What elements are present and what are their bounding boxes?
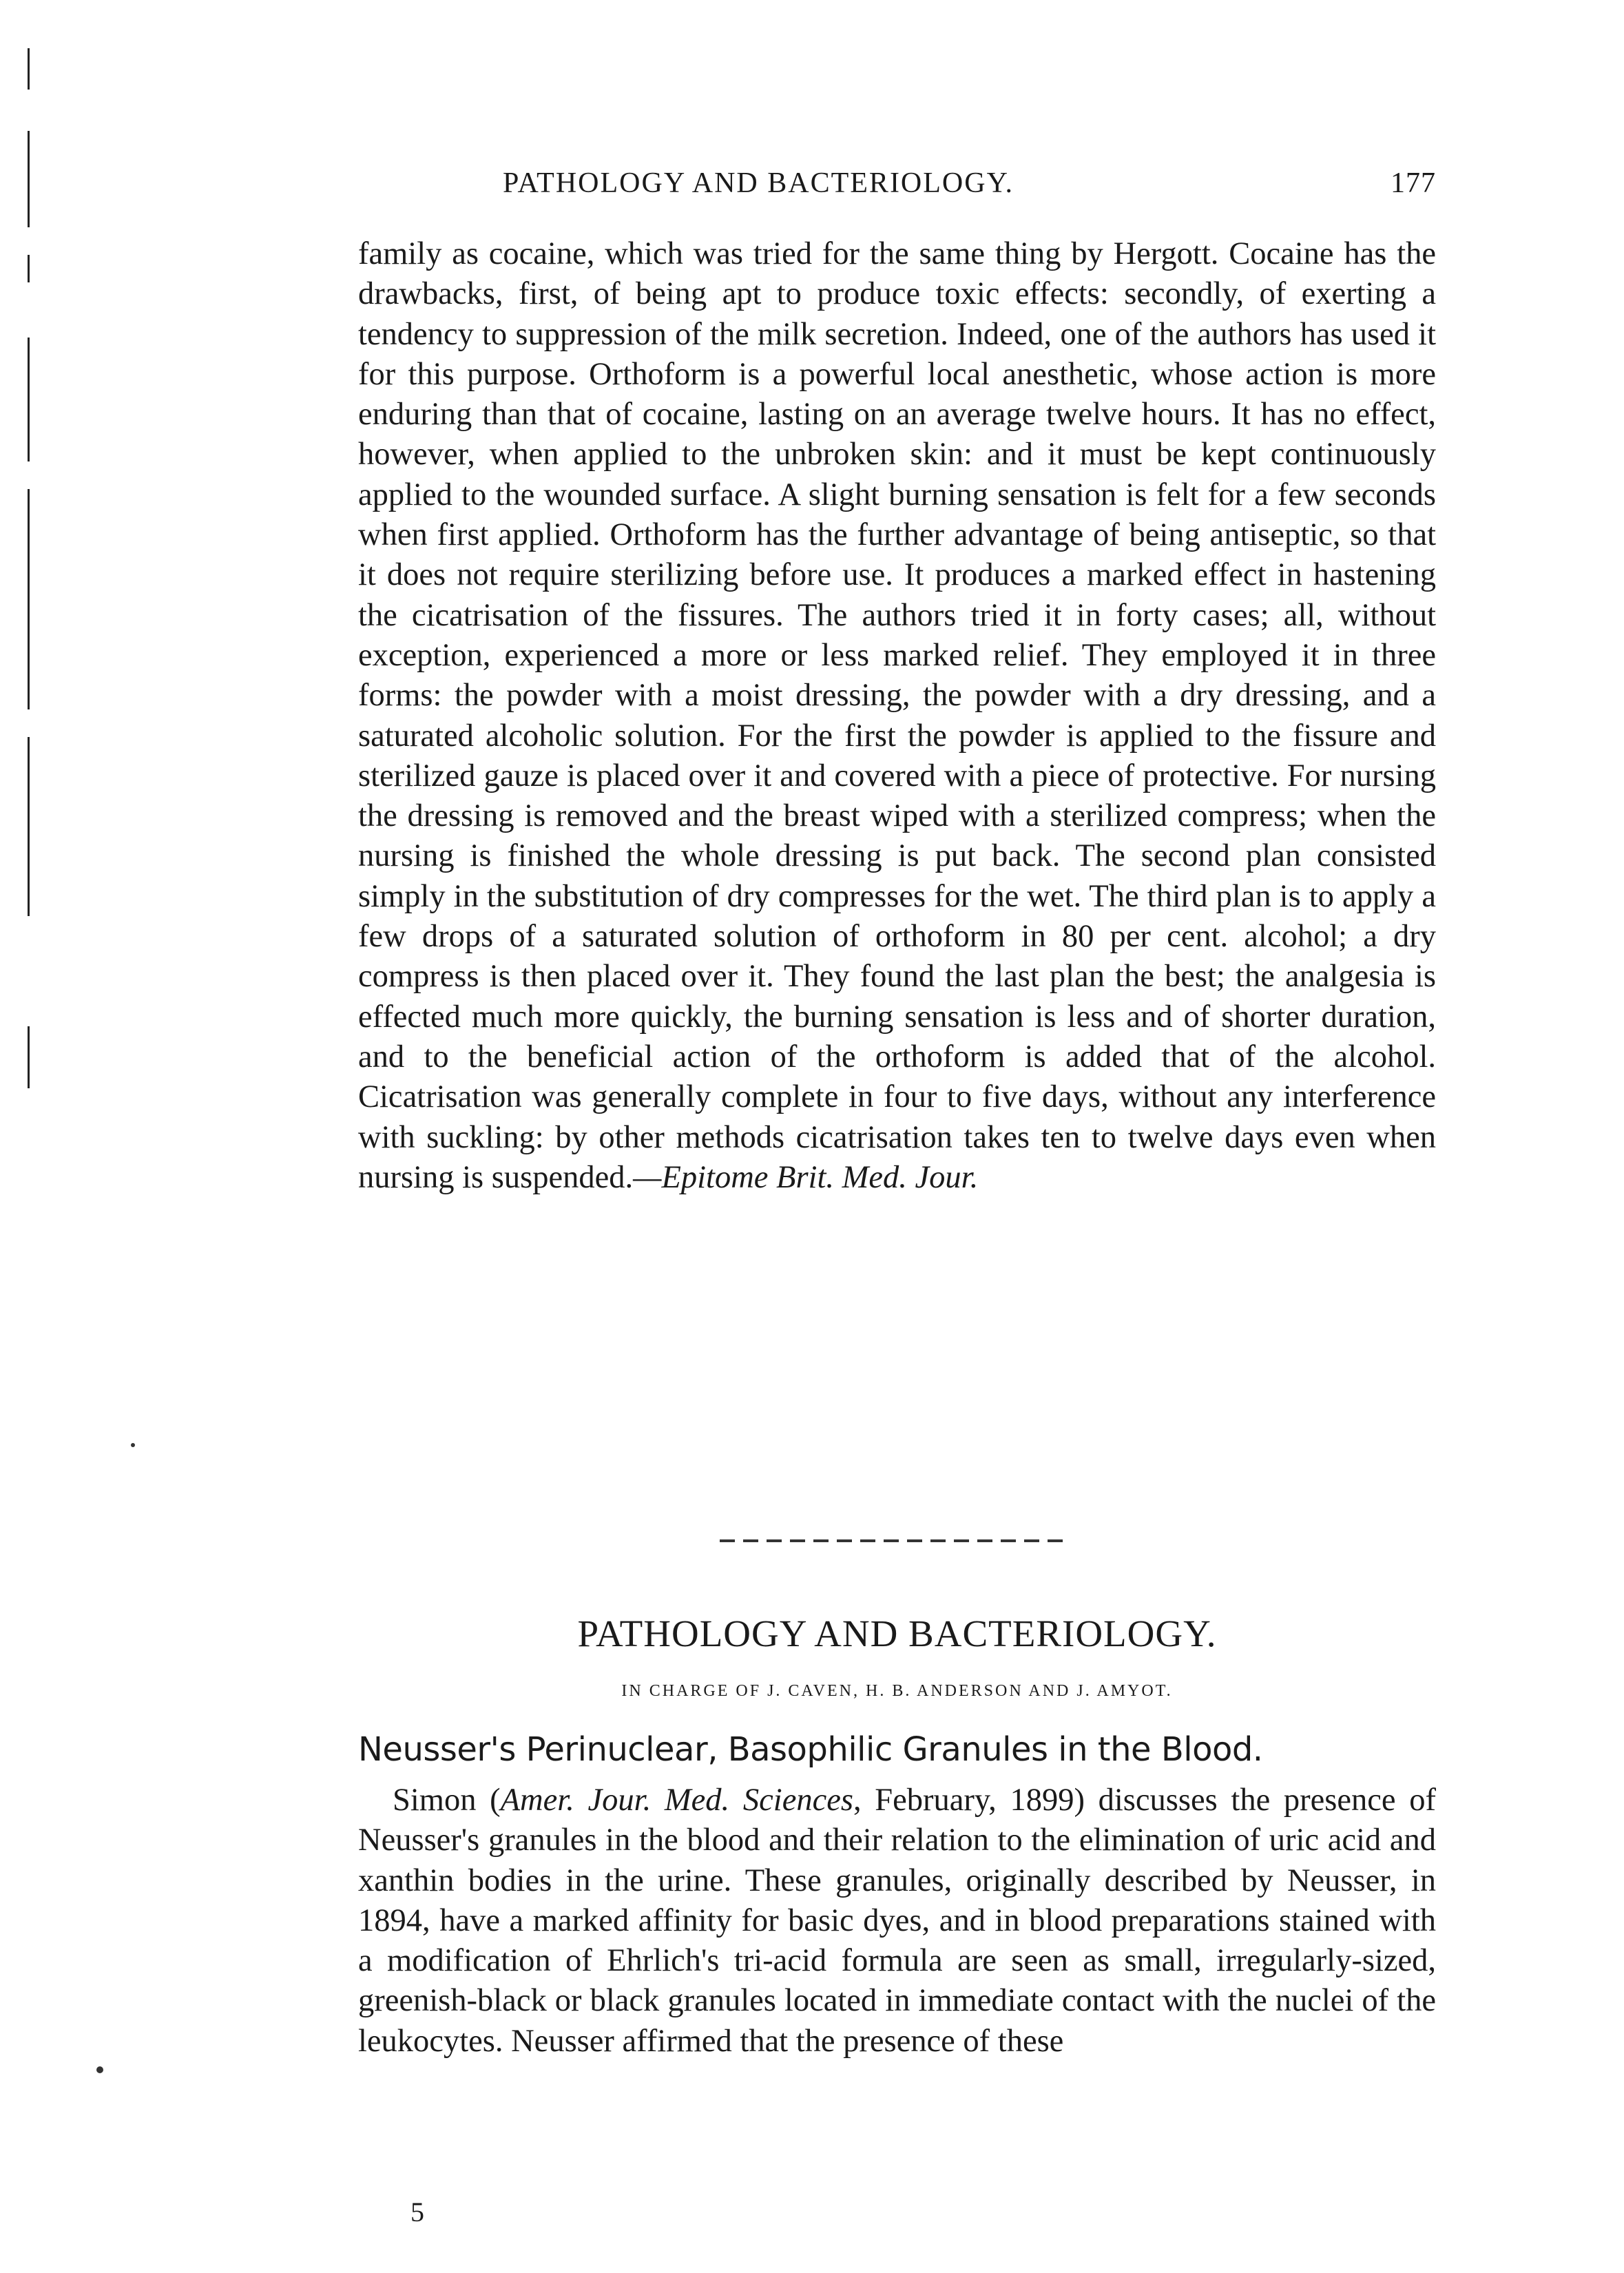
continued-body-text: family as cocaine, which was tried for the same thing by Hergott. Cocaine has the drawbacks, first, of being apt to produce toxic effects: secondly, of exerting a tendency to suppression of the milk secretion. Indeed, one of the authors has used it for this purpose. Orthoform is a powerful local anesthetic, whose action is more enduring than that of cocaine, lasting on an average twelve hours. It has no effect, however, when applied to the unbroken skin: and it must be kept continuously applied to the wounded surface. A slight burning sensation is felt for a few seconds when first applied. Orthoform has the further advantage of being antiseptic, so that it does not require sterilizing before use. It produces a marked effect in hastening the cicatrisation of the fissures. The authors tried it in forty cases; all, without exception, experienced a more or less marked relief. They employed it in three forms: the powder with a moist dressing, the powder with a dry dressing, and a saturated alcoholic solution. For the first the powder is applied to the fissure and sterilized gauze is placed over it and covered with a piece of protective. For nursing the dressing is removed and the breast wiped with a sterilized compress; when the nursing is finished the whole dressing is put back. The second plan consisted simply in the substitution of dry compresses for the wet. The third plan is to apply a few drops of a saturated solution of orthoform in 80 per cent. alcohol; a dry compress is then placed over it. They found the last plan the best; the analgesia is effected much more quickly, the burning sensation is less and of shorter duration, and to the beneficial action of the orthoform is added that of the alcohol. Cicatrisation was generally complete in four to five days, without any interference with suckling: by other methods cicatrisation takes ten to twelve days even when nursing is suspended. [358, 236, 1436, 1195]
article-author: Simon [393, 1783, 477, 1818]
stray-mark [131, 1443, 135, 1447]
stray-mark [96, 2066, 103, 2073]
article-title: Neusser's Perinuclear, Basophilic Granules in the Blood. [358, 1730, 1263, 1769]
source-citation: —Epitome Brit. Med. Jour. [633, 1159, 979, 1195]
section-separator [720, 1539, 1064, 1542]
page-number: 177 [1391, 167, 1436, 199]
article-paragraph: Simon (Amer. Jour. Med. Sciences, February, 1899) discusses the presence of Neusser's granules in the blood and their relation to the elimination of uric acid and xanthin bodies in the urine. These granules, originally described by Neusser, in 1894, have a marked affinity for basic dyes, and in blood preparations stained with a modification of Ehrlich's tri-acid formula are seen as small, irregularly-sized, greenish-black or black granules located in immediate contact with the nuclei of the leukocytes. Neusser affirmed that the presence of these [358, 1783, 1436, 2059]
running-head [372, 167, 1436, 208]
scan-edge-artifact [19, 48, 44, 1095]
article-body-text: , February, 1899) discusses the presence of Neusser's granules in the blood and their relation to the elimination of uric acid and xanthin bodies in the urine. These granules, originally described by Neusser, in 1894, have a marked affinity for basic dyes, and in blood preparations stained with a modification of Ehrlich's tri-acid formula are seen as small, irregularly-sized, greenish-black or black granules located in immediate contact with the nuclei of the leukocytes. Neusser affirmed that the presence of these [358, 1783, 1436, 2059]
article-journal: Amer. Jour. Med. Sciences [500, 1783, 853, 1818]
section-heading: PATHOLOGY AND BACTERIOLOGY. [577, 1612, 1217, 1654]
continued-paragraph [358, 234, 1436, 1198]
section-byline: IN CHARGE OF J. CAVEN, H. B. ANDERSON AND J. AMYOT. [621, 1682, 1173, 1700]
running-title: PATHOLOGY AND BACTERIOLOGY. [503, 167, 1014, 199]
signature-mark: 5 [410, 2197, 424, 2228]
